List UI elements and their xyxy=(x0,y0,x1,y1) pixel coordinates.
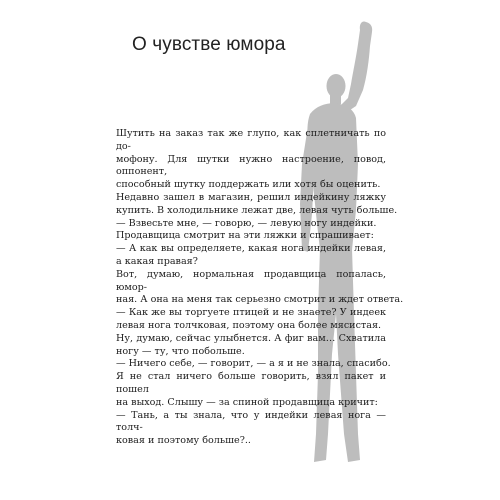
text-line: на выход. Слышу — за спиной продавщица кричит: xyxy=(116,396,378,408)
text-line: купить. В холодильнике лежат две, левая чуть больше. xyxy=(116,204,398,216)
text-line: — Взвесьте мне, — говорю, — левую ногу индейки. xyxy=(116,217,377,229)
paragraph xyxy=(116,307,386,333)
text-line: ногу — ту, что побольше. xyxy=(116,345,245,357)
paragraph xyxy=(116,371,386,409)
paragraph xyxy=(116,218,386,231)
text-line: способный шутку поддержать или хотя бы оценить. xyxy=(116,179,381,191)
paragraph xyxy=(116,358,391,371)
chapter-body xyxy=(116,128,404,448)
text-line: Вот, думаю, нормальная продавщица попалась, юмор- xyxy=(116,268,386,293)
chapter-title: О чувстве юмора xyxy=(132,34,286,55)
text-line: Недавно зашел в магазин, решил индейкину ляжку xyxy=(116,191,386,203)
paragraph xyxy=(116,230,386,243)
paragraph xyxy=(116,410,386,448)
paragraph xyxy=(116,243,386,269)
text-line: ная. А она на меня так серьезно смотрит и ждет ответа. xyxy=(116,294,404,306)
text-line: мофону. Для шутки нужно настроение, повод, оппонент, xyxy=(116,153,386,178)
text-line: — Ничего себе, — говорит, — а я и не знала, спасибо. xyxy=(116,358,391,370)
text-line: — Тань, а ты знала, что у индейки левая нога — толч- xyxy=(116,409,386,434)
paragraph xyxy=(116,128,386,192)
text-line: — Как же вы торгуете птицей и не знаете? У индеек xyxy=(116,307,386,319)
text-line: Продавщица смотрит на эти ляжки и спрашивает: xyxy=(116,230,374,242)
paragraph xyxy=(116,268,404,307)
text-line: — А как вы определяете, какая нога индейки левая, xyxy=(116,243,386,255)
text-line: Шутить на заказ так же глупо, как сплетничать по до- xyxy=(116,128,386,152)
text-line: Ну, думаю, сейчас улыбнется. А фиг вам… Схватила xyxy=(116,332,386,344)
text-line: ковая и поэтому больше?.. xyxy=(116,435,251,447)
text-line: а какая правая? xyxy=(116,255,198,267)
text-line: Я не стал ничего больше говорить, взял пакет и пошел xyxy=(116,371,386,395)
text-line: левая нога толчковая, поэтому она более мясистая. xyxy=(116,319,382,331)
paragraph xyxy=(116,191,398,218)
paragraph xyxy=(116,333,386,359)
